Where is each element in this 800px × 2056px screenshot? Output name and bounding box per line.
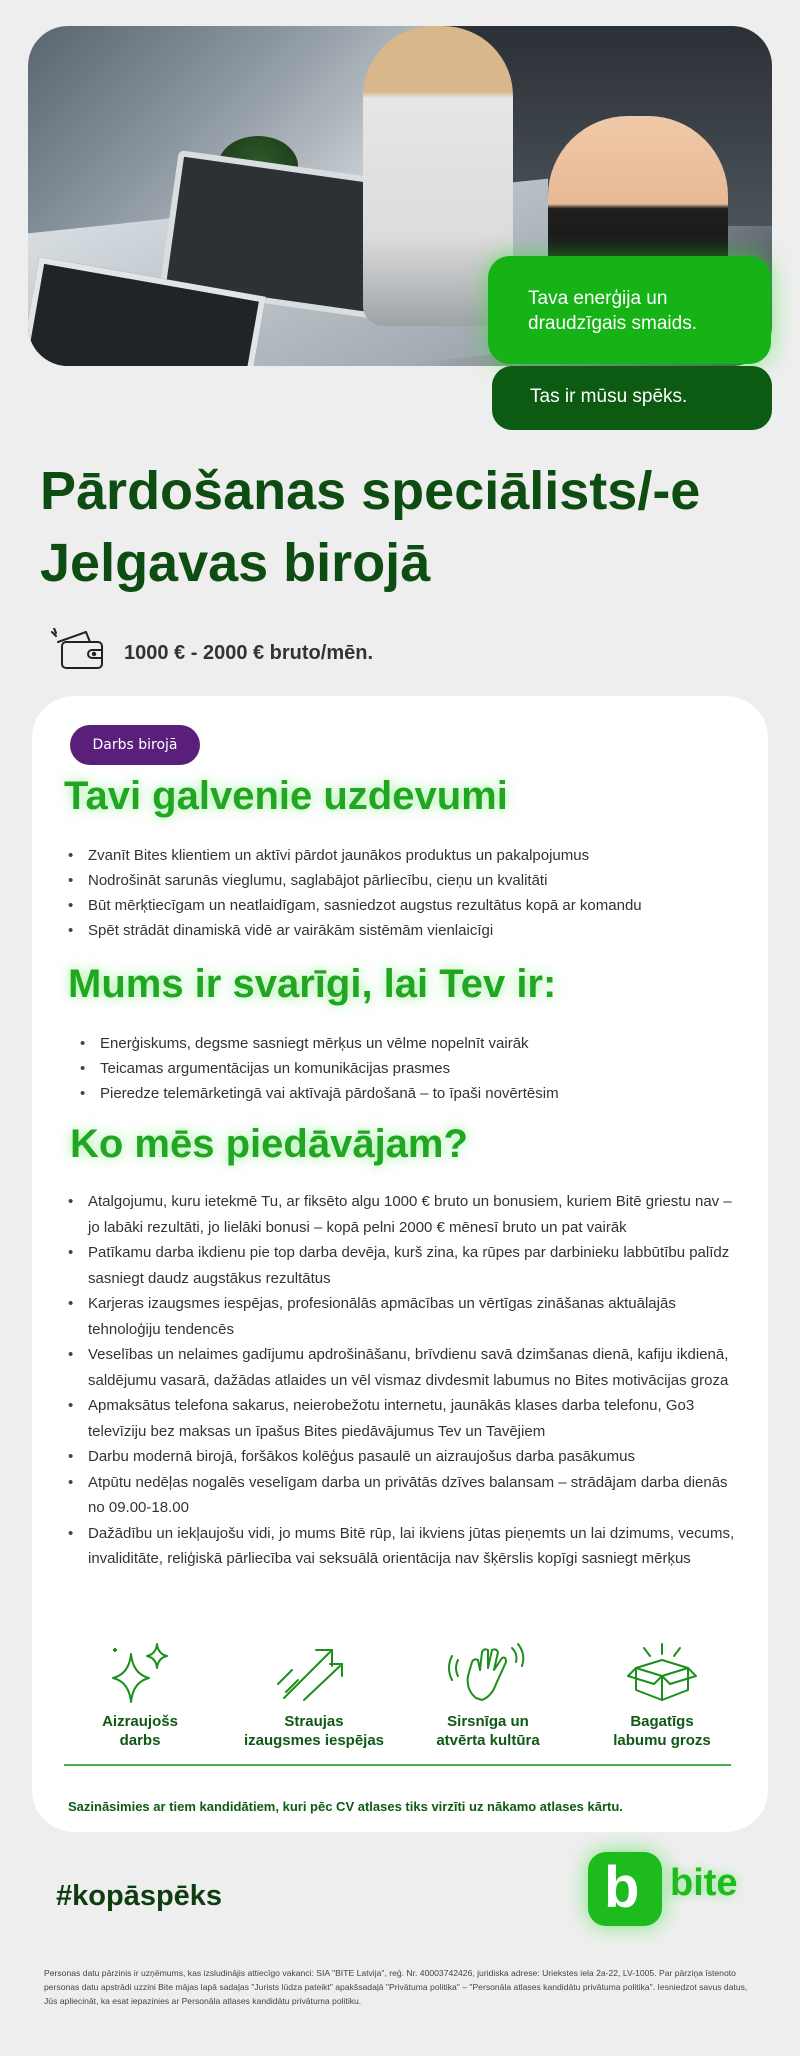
perk-label-line2: labumu grozs	[613, 1732, 711, 1749]
job-title-line1: Pārdošanas speciālists/-e	[40, 461, 701, 521]
salary-range: 1000 € - 2000 € bruto/mēn.	[124, 642, 374, 664]
perk-exciting-work	[60, 1640, 220, 1750]
list-item: • Atpūtu nedēļas nogalēs veselīgam darba un privātās dzīves balansam – strādājam darba dienās no 09.00-18.00	[64, 1470, 740, 1521]
list-item: • Karjeras izaugsmes iespējas, profesionālās apmācības un vērtīgas zināšanas aktuālajās tehnoloģiju tendencēs	[64, 1291, 740, 1342]
requirements-list	[76, 1031, 736, 1106]
tasks-list	[64, 843, 744, 943]
logo-word: bite	[670, 1862, 738, 1904]
logo-letter: b	[604, 1855, 640, 1920]
list-item: • Būt mērķtiecīgam un neatlaidīgam, sasniedzot augstus rezultātus kopā ar komandu	[64, 893, 744, 918]
perk-benefits	[582, 1640, 742, 1750]
job-title-line2: Jelgavas birojā	[40, 533, 431, 593]
list-item: • Enerģiskums, degsme sasniegt mērķus un vēlme nopelnīt vairāk	[76, 1031, 736, 1056]
hashtag: #kopāspēks	[56, 1880, 223, 1912]
wallet-icon	[50, 628, 108, 672]
list-item: • Nodrošināt sarunās vieglumu, saglabājot pārliecību, cieņu un kvalitāti	[64, 868, 744, 893]
perks-row	[64, 1640, 734, 1760]
list-item: • Apmaksātus telefona sakarus, neierobežotu internetu, jaunākās klases darba telefonu, Go3 televīziju bez maksas un īpašus Bites piedāvājumus Tev un Tavējiem	[64, 1393, 740, 1444]
growth-arrows-icon	[274, 1640, 354, 1704]
list-item: • Spēt strādāt dinamiskā vidē ar vairākām sistēmām vienlaicīgi	[64, 918, 744, 943]
waving-hand-icon	[448, 1640, 528, 1704]
job-title	[40, 455, 780, 599]
work-type-badge: Darbs birojā	[70, 725, 200, 765]
perk-growth	[214, 1640, 414, 1750]
perk-label-line1: Aizraujošs	[102, 1713, 178, 1730]
offer-heading: Ko mēs piedāvājam?	[70, 1122, 468, 1166]
perk-label-line2: izaugsmes iespējas	[243, 1732, 385, 1749]
requirements-heading: Mums ir svarīgi, lai Tev ir:	[68, 962, 557, 1006]
list-item: • Darbu modernā birojā, foršākos kolēģus pasaulē un aizraujošus darba pasākumus	[64, 1444, 740, 1470]
perks-divider	[64, 1764, 731, 1766]
offer-list	[64, 1189, 740, 1572]
list-item: • Zvanīt Bites klientiem un aktīvi pārdot jaunākos produktus un pakalpojumus	[64, 843, 744, 868]
contact-note: Sazināsimies ar tiem kandidātiem, kuri pēc CV atlases tiks virzīti uz nākamo atlases kārtu.	[68, 1799, 623, 1814]
sparkles-icon	[105, 1640, 175, 1704]
gift-box-icon	[622, 1640, 702, 1704]
hero-bubble-slogan: Tas ir mūsu spēks.	[492, 366, 772, 430]
list-item: • Dažādību un iekļaujošu vidi, jo mums Bitē rūp, lai ikviens jūtas pieņemts un lai dzimums, vecums, invaliditāte, reliģiskā pārliecība vai seksuālā orientācija nav šķērslis kopīgi sasniegt mērķus	[64, 1521, 740, 1572]
bite-logo	[588, 1852, 758, 1928]
list-item: • Patīkamu darba ikdienu pie top darba devēja, kurš zina, ka rūpes par darbinieku labbūtību palīdz sasniegt daudz augstākus rezultātus	[64, 1240, 740, 1291]
perk-culture	[408, 1640, 568, 1750]
list-item: • Pieredze telemārketingā vai aktīvajā pārdošanā – to īpaši novērtēsim	[76, 1081, 736, 1106]
list-item: • Teicamas argumentācijas un komunikācijas prasmes	[76, 1056, 736, 1081]
perk-label-line2: darbs	[119, 1732, 161, 1749]
list-item: • Atalgojumu, kuru ietekmē Tu, ar fiksēto algu 1000 € bruto un bonusiem, kuriem Bitē griestu nav – jo labāki rezultāti, jo lielāki bonusi – kopā pelni 2000 € mēnesī bruto un pat vairāk	[64, 1189, 740, 1240]
perk-label-line1: Sirsnīga un	[447, 1713, 529, 1730]
perk-label-line1: Straujas	[284, 1713, 344, 1730]
perk-label-line1: Bagatīgs	[630, 1713, 694, 1730]
hero-bubble-energy: Tava enerģija un draudzīgais smaids.	[488, 256, 771, 364]
tasks-heading: Tavi galvenie uzdevumi	[64, 774, 508, 818]
privacy-footer: Personas datu pārzinis ir uzņēmums, kas izsludinājis attiecīgo vakanci: SIA "BITE Latvija", reģ. Nr. 40003742426, juridiska adrese: Uriekstes iela 2a-22, LV-1005. Par pārziņa īstenoto personas datu apstrādi uzzini Bite mājas lapā sadaļas "Jurists lūdza pateikt" apakšsadaļā "Privātuma politika" – "Personāla atlases kandidātu privātuma politika". Iesniedzot savus datus, Jūs apliecināt, ka esat iepazinies ar Personāla atlases kandidātu privātuma politiku.	[44, 1968, 748, 2006]
list-item: • Veselības un nelaimes gadījumu apdrošināšanu, brīvdienu savā dzimšanas dienā, kafiju ikdienā, saldējumu vasarā, dažādas atlaides un vēl vismaz divdesmit labumus no Bites motivācijas groza	[64, 1342, 740, 1393]
perk-label-line2: atvērta kultūra	[436, 1732, 540, 1749]
